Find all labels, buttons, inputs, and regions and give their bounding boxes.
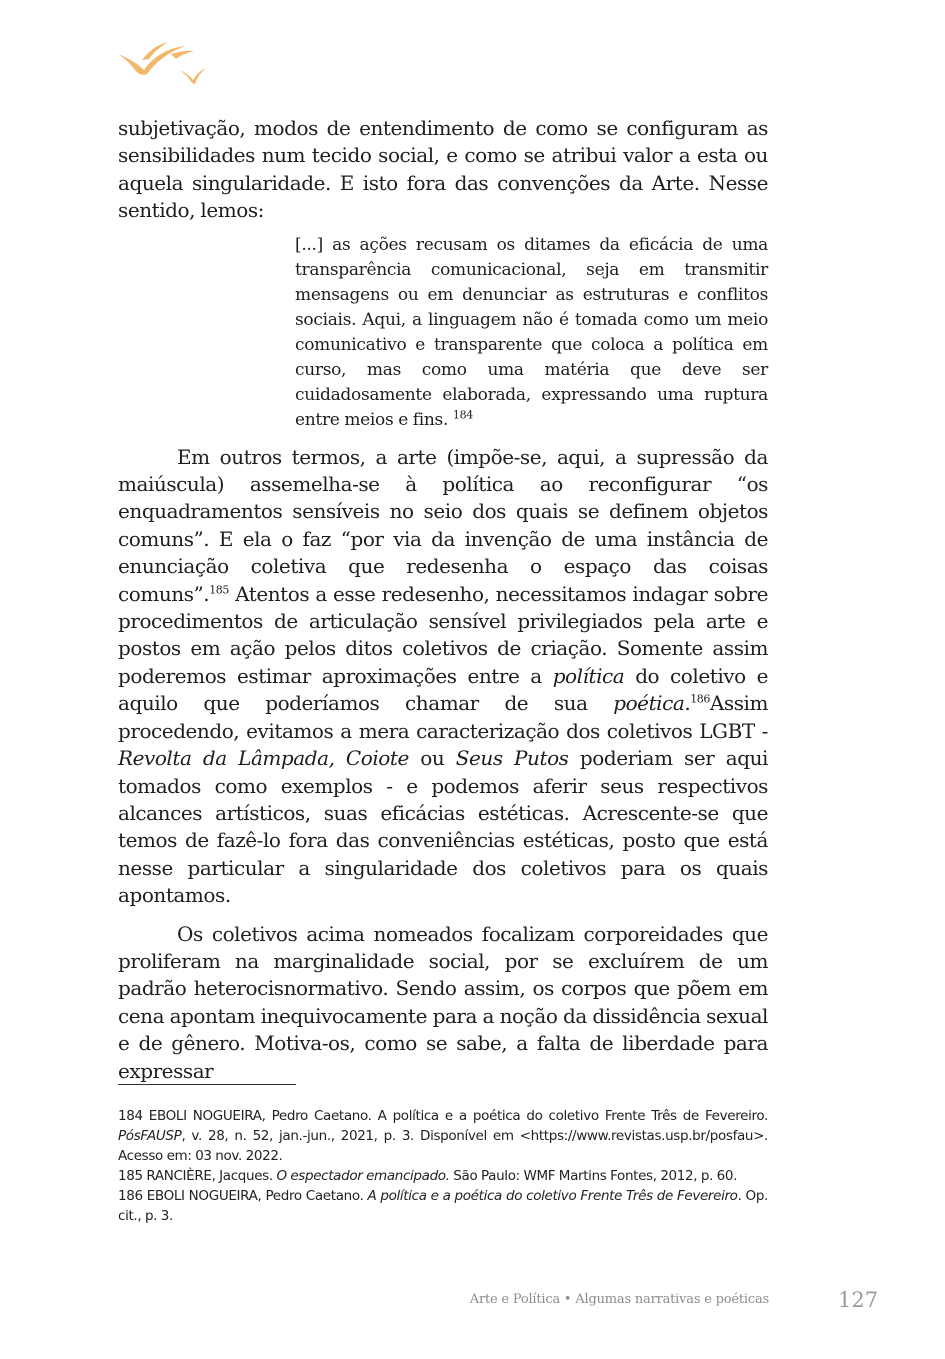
emphasis: PósFAUSP bbox=[118, 1128, 182, 1144]
footnote bbox=[118, 1106, 768, 1166]
footnotes bbox=[118, 1106, 768, 1226]
text-run: 186 EBOLI NOGUEIRA, Pedro Caetano. bbox=[118, 1188, 368, 1204]
block-quote bbox=[295, 233, 768, 433]
text-run: , v. 28, n. 52, jan.-jun., 2021, p. 3. Disponível em <https://www.revistas.usp.br/posfau>. Acesso em: 03 nov. 2022. bbox=[118, 1128, 768, 1164]
text-run: Atentos a esse redesenho, necessitamos indagar sobre procedimentos de articulação sensível privilegiados pela arte e postos em ação pelos ditos coletivos de criação. Somente assim poderemos estimar aproximações entre a bbox=[118, 581, 768, 688]
footnote-ref: 185 bbox=[209, 583, 229, 596]
paragraph: subjetivação, modos de entendimento de como se configuram as sensibilidades num tecido social, e como se atribui valor a esta ou aquela singularidade. E isto fora das convenções da Arte. Nesse sentido, lemos: bbox=[118, 116, 768, 223]
footnote-ref: 184 bbox=[452, 407, 474, 421]
body-text bbox=[118, 115, 768, 1085]
block-quote-text: [...] as ações recusam os ditames da eficácia de uma transparência comunicacional, seja em transmitir mensagens ou em denunciar as estruturas e conflitos sociais. Aqui, a linguagem não é tomada como um meio comunicativo e transparente que coloca a política em curso, mas como uma matéria que deve ser cuidadosamente elaborada, expressando uma ruptura entre meios e fins. bbox=[295, 234, 768, 430]
emphasis: política bbox=[552, 663, 625, 688]
text-run: do coletivo e aquilo que poderíamos chamar de sua bbox=[118, 663, 768, 716]
text-run: . Op. cit., p. 3. bbox=[118, 1188, 768, 1224]
text-run: ou bbox=[408, 746, 456, 771]
footnote bbox=[118, 1186, 768, 1226]
emphasis: poética bbox=[613, 691, 685, 716]
text-run: poderiam ser aqui tomados como exemplos - e podemos aferir seus respectivos alcances artísticos, suas eficácias estéticas. Acrescente-se que temos de fazê-lo fora das conveniências estéticas, posto que está nesse particular a singularidade dos coletivos para os quais apontamos. bbox=[118, 746, 768, 908]
emphasis: Revolta da Lâmpada, Coiote bbox=[118, 746, 409, 771]
flying-birds-icon bbox=[116, 40, 208, 86]
footnote bbox=[118, 1166, 768, 1186]
text-run: 184 EBOLI NOGUEIRA, Pedro Caetano. A política e a poética do coletivo Frente Três de Fevereiro. bbox=[118, 1108, 768, 1124]
text-run: São Paulo: WMF Martins Fontes, 2012, p. 60. bbox=[449, 1168, 738, 1184]
emphasis: A política e a poética do coletivo Frente Três de Fevereiro bbox=[367, 1188, 738, 1204]
paragraph: Os coletivos acima nomeados focalizam corporeidades que proliferam na marginalidade social, por se excluírem de um padrão heterocisnormativo. Sendo assim, os corpos que põem em cena apontam inequivocamente para a noção da dissidência sexual e de gênero. Motiva-os, como se sabe, a falta de liberdade para expressar bbox=[118, 921, 768, 1083]
text-run: 185 RANCIÈRE, Jacques. bbox=[118, 1168, 277, 1184]
text-run: Em outros termos, a arte (impõe-se, aqui, a supressão da maiúscula) assemelha-se à política ao reconfigurar “os enquadramentos sensíveis no seio dos quais se definem objetos comuns”. E ela o faz “por via da invenção de uma instância de enunciação coletiva que redesenha o espaço das coisas comuns”. bbox=[118, 444, 768, 606]
emphasis: O espectador emancipado. bbox=[276, 1168, 450, 1184]
page-number: 127 bbox=[838, 1288, 879, 1312]
text-run: Assim procedendo, evitamos a mera caracterização dos coletivos LGBT - bbox=[118, 691, 768, 743]
text-run: . bbox=[684, 691, 691, 716]
emphasis: Seus Putos bbox=[455, 746, 569, 771]
footnote-ref: 186 bbox=[690, 692, 710, 706]
footnote-divider bbox=[118, 1084, 296, 1085]
running-head: Arte e Política • Algumas narrativas e poéticas bbox=[469, 1292, 769, 1307]
paragraph bbox=[118, 444, 768, 910]
